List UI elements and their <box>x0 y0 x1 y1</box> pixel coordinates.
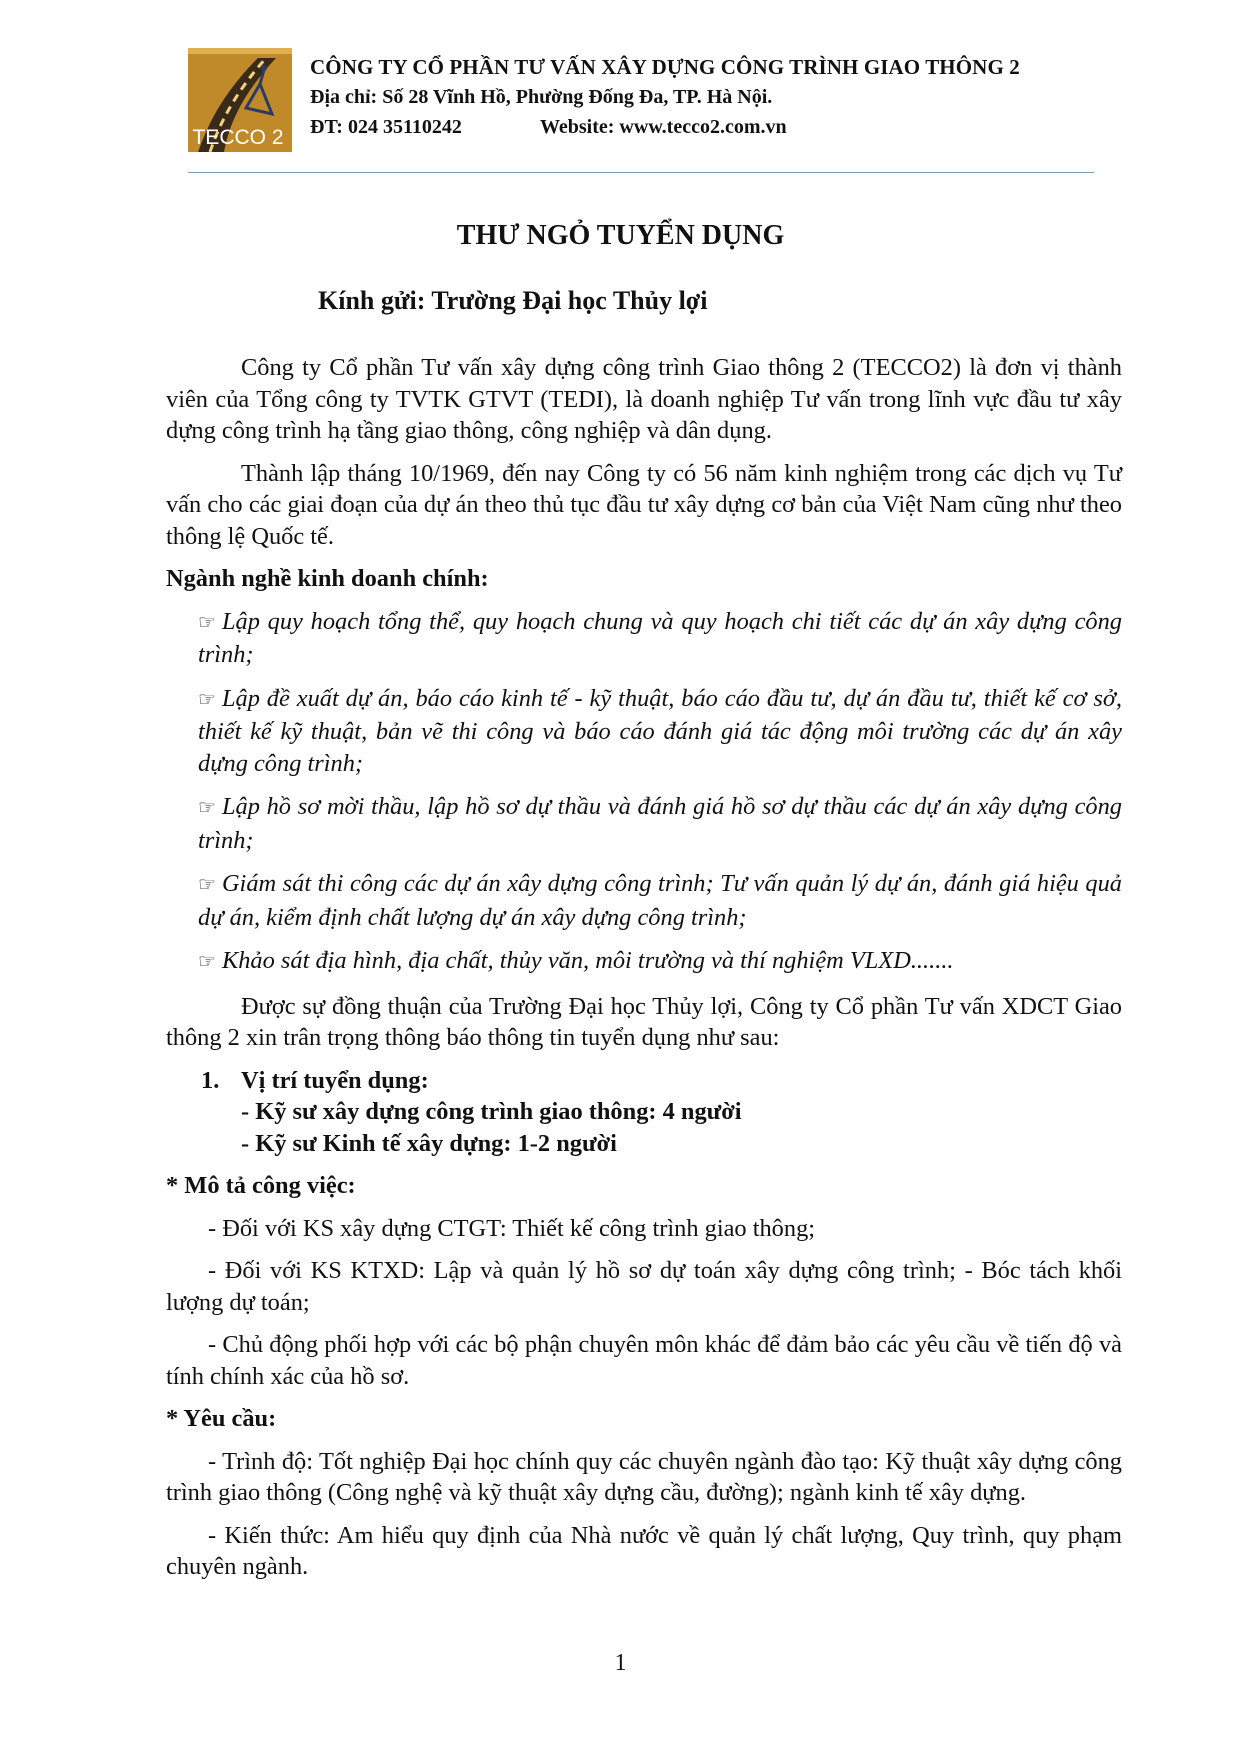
company-contact <box>310 112 1020 142</box>
intro-paragraph: Thành lập tháng 10/1969, đến nay Công ty có 56 năm kinh nghiệm trong các dịch vụ Tư vấn cho các giai đoạn của dự án theo thủ tục đầu tư xây dựng cơ bản của Việt Nam cũng như theo thông lệ Quốc tế. <box>166 459 1122 550</box>
company-name: CÔNG TY CỔ PHẦN TƯ VẤN XÂY DỰNG CÔNG TRÌNH GIAO THÔNG 2 <box>310 55 1020 79</box>
company-address: Địa chỉ: Số 28 Vĩnh Hồ, Phường Đống Đa, TP. Hà Nội. <box>310 86 773 108</box>
position-item: - Kỹ sư xây dựng công trình giao thông: 4 người <box>241 1098 742 1125</box>
business-item: ☞ Lập hồ sơ mời thầu, lập hồ sơ dự thầu và đánh giá hồ sơ dự thầu các dự án xây dựng công trình; <box>198 793 1122 854</box>
business-heading: Ngành nghề kinh doanh chính: <box>166 565 489 592</box>
recipient-line: Kính gửi: Trường Đại học Thủy lợi <box>318 286 708 315</box>
company-phone: ĐT: 024 35110242 <box>310 116 462 138</box>
job-description-item: - Đối với KS xây dựng CTGT: Thiết kế công trình giao thông; <box>208 1214 816 1242</box>
job-description-heading: * Mô tả công việc: <box>166 1172 356 1199</box>
letter-body <box>166 352 1122 1594</box>
pointing-hand-icon: ☞ <box>198 611 216 634</box>
pointing-hand-icon: ☞ <box>198 797 216 819</box>
job-description-item: - Chủ động phối hợp với các bộ phận chuyên môn khác để đảm bảo các yêu cầu về tiến độ và tính chính xác của hồ sơ. <box>166 1331 1122 1390</box>
business-item: ☞ Lập quy hoạch tổng thể, quy hoạch chung và quy hoạch chi tiết các dự án xây dựng công trình; <box>198 607 1122 668</box>
job-description-item: - Đối với KS KTXD: Lập và quản lý hồ sơ dự toán xây dựng công trình; - Bóc tách khối lượng dự toán; <box>166 1257 1122 1316</box>
business-item: ☞ Lập đề xuất dự án, báo cáo kinh tế - kỹ thuật, báo cáo đầu tư, dự án đầu tư, thiết kế cơ sở, thiết kế kỹ thuật, bản vẽ thi công và báo cáo đánh giá tác động môi trường các dự án xây dựng công trình; <box>198 684 1122 777</box>
page-number: 1 <box>614 1650 627 1676</box>
letter-title: THƯ NGỎ TUYỂN DỤNG <box>456 220 785 251</box>
tecco2-logo <box>188 48 292 152</box>
intro-paragraph: Công ty Cổ phần Tư vấn xây dựng công trình Giao thông 2 (TECCO2) là đơn vị thành viên của Tổng công ty TVTK GTVT (TEDI), là doanh nghiệp Tư vấn trong lĩnh vực đầu tư xây dựng công trình hạ tầng giao thông, công nghiệp và dân dụng. <box>166 354 1122 444</box>
business-item: ☞ Giám sát thi công các dự án xây dựng công trình; Tư vấn quản lý dự án, đánh giá hiệu quả dự án, kiểm định chất lượng dự án xây dựng công trình; <box>198 870 1122 931</box>
letterhead <box>188 48 1088 158</box>
announcement-paragraph: Được sự đồng thuận của Trường Đại học Thủy lợi, Công ty Cổ phần Tư vấn XDCT Giao thông 2 xin trân trọng thông báo thông tin tuyển dụng như sau: <box>166 992 1122 1051</box>
pointing-hand-icon: ☞ <box>198 951 216 973</box>
requirement-item: - Kiến thức: Am hiểu quy định của Nhà nước về quản lý chất lượng, Quy trình, quy phạm chuyên ngành. <box>166 1521 1122 1580</box>
svg-text:TECCO 2: TECCO 2 <box>192 126 284 149</box>
position-item: - Kỹ sư Kinh tế xây dựng: 1-2 người <box>241 1129 617 1157</box>
letterhead-text <box>310 52 1020 142</box>
business-item: ☞ Khảo sát địa hình, địa chất, thủy văn, môi trường và thí nghiệm VLXD....... <box>198 947 954 974</box>
positions-heading: 1. Vị trí tuyển dụng: <box>201 1066 429 1094</box>
pointing-hand-icon: ☞ <box>198 874 216 896</box>
requirement-item: - Trình độ: Tốt nghiệp Đại học chính quy các chuyên ngành đào tạo: Kỹ thuật xây dựng công trình giao thông (Công nghệ và kỹ thuật xây dựng cầu, đường); ngành kinh tế xây dựng. <box>166 1447 1122 1506</box>
pointing-hand-icon: ☞ <box>198 688 216 711</box>
header-divider <box>188 172 1094 173</box>
company-website: Website: www.tecco2.com.vn <box>540 116 787 138</box>
requirements-heading: * Yêu cầu: <box>166 1405 277 1432</box>
